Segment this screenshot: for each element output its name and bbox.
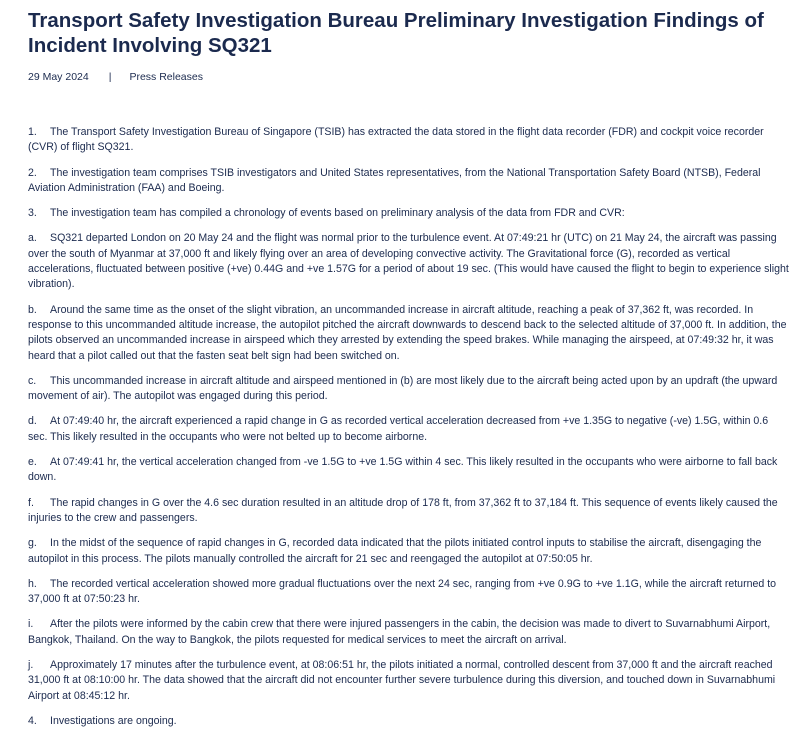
paragraph-label: 1. <box>28 126 37 138</box>
paragraph-label: b. <box>28 303 37 316</box>
paragraph-text: In the midst of the sequence of rapid changes in G, recorded data indicated that the pilots initiated control inputs to stabilise the aircraft, disengaging the autopilot in this process. The pilots manually controlled the aircraft for 21 sec and reengaged the autopilot at 07:50:05 hr. <box>28 537 762 565</box>
paragraph <box>28 166 790 197</box>
paragraph-label: f. <box>28 496 34 509</box>
paragraph-text: Approximately 17 minutes after the turbulence event, at 08:06:51 hr, the pilots initiated a normal, controlled descent from 37,000 ft and the aircraft reached 31,000 ft at 08:10:00 hr. The data showed that the aircraft did not encounter further severe turbulence during this diversion, and touched down in Suvarnabhumi Airport at 08:45:12 hr. <box>28 659 776 702</box>
paragraph-text: Investigations are ongoing. <box>50 714 177 727</box>
category-link[interactable]: Press Releases <box>129 71 203 83</box>
paragraph-label: 3. <box>28 207 37 220</box>
paragraph-label: i. <box>28 618 34 631</box>
paragraph-text: The Transport Safety Investigation Bureau of Singapore (TSIB) has extracted the data stored in the flight data recorder (FDR) and cockpit voice recorder (CVR) of flight SQ321. <box>28 126 764 154</box>
paragraph-text: SQ321 departed London on 20 May 24 and the flight was normal prior to the turbulence event. At 07:49:21 hr (UTC) on 21 May 24, the aircraft was passing over the south of Myanmar at 37,000 ft and likely flying over an area of developing convective activity. The Gravitational force (G), recorded as vertical accelerations, fluctuated between positive (+ve) 0.44G and +ve 1.57G for a period of about 19 sec. (This would have caused the flight to begin to experience slight vibration). <box>28 232 789 291</box>
paragraph <box>28 455 790 486</box>
paragraph-label: 4. <box>28 714 37 727</box>
paragraph <box>28 617 790 648</box>
article-body <box>28 125 790 729</box>
paragraph-text: The investigation team comprises TSIB investigators and United States representatives, from the National Transportation Safety Board (NTSB), Federal Aviation Administration (FAA) and Boeing. <box>28 166 761 194</box>
meta-separator: | <box>108 71 112 83</box>
paragraph-label: g. <box>28 537 37 550</box>
paragraph <box>28 231 790 292</box>
paragraph-text: At 07:49:41 hr, the vertical acceleration changed from -ve 1.5G to +ve 1.5G within 4 sec. This likely resulted in the occupants who were airborne to fall back down. <box>28 456 778 484</box>
paragraph <box>28 303 790 364</box>
paragraph-label: h. <box>28 577 37 590</box>
paragraph-text: The recorded vertical acceleration showed more gradual fluctuations over the next 24 sec, ranging from +ve 0.9G to +ve 1.1G, while the aircraft returned to 37,000 ft at 07:50:23 hr. <box>28 577 777 606</box>
paragraph-label: c. <box>28 374 37 387</box>
paragraph <box>28 536 790 567</box>
paragraph-label: 2. <box>28 166 37 179</box>
paragraph <box>28 374 790 405</box>
paragraph <box>28 125 790 156</box>
paragraph <box>28 414 790 445</box>
paragraph <box>28 658 790 704</box>
paragraph-label: e. <box>28 456 37 469</box>
article-meta <box>28 71 790 83</box>
paragraph <box>28 206 790 221</box>
paragraph-label: j. <box>28 659 34 672</box>
paragraph <box>28 714 790 729</box>
paragraph-text: After the pilots were informed by the cabin crew that there were injured passengers in the cabin, the decision was made to divert to Suvarnabhumi Airport, Bangkok, Thailand. On the way to Bangkok, the pilots requested for medical services to meet the aircraft on arrival. <box>28 618 771 646</box>
page-title: Transport Safety Investigation Bureau Preliminary Investigation Findings of Incident Involving SQ321 <box>28 9 764 57</box>
publish-date: 29 May 2024 <box>28 71 89 83</box>
paragraph-text: The rapid changes in G over the 4.6 sec duration resulted in an altitude drop of 178 ft, from 37,362 ft to 37,184 ft. This sequence of events likely caused the injuries to the crew and passengers. <box>28 496 778 524</box>
paragraph-text: This uncommanded increase in aircraft altitude and airspeed mentioned in (b) are most likely due to the aircraft being acted upon by an updraft (the upward movement of air). The autopilot was engaged during this period. <box>28 374 778 403</box>
paragraph-text: The investigation team has compiled a chronology of events based on preliminary analysis of the data from FDR and CVR: <box>50 207 625 220</box>
paragraph-text: Around the same time as the onset of the slight vibration, an uncommanded increase in aircraft altitude, reaching a peak of 37,362 ft, was recorded. In response to this uncommanded altitude increase, the autopilot pitched the aircraft downwards to descend back to the selected altitude of 37,000 ft. In addition, the pilots observed an uncommanded increase in airspeed which they arrested by extending the speed brakes. While managing the airspeed, at 07:49:32 hr, it was heard that a pilot called out that the fasten seat belt sign had been switched on. <box>28 303 787 362</box>
paragraph <box>28 577 790 608</box>
paragraph <box>28 496 790 527</box>
paragraph-label: a. <box>28 232 37 245</box>
paragraph-text: At 07:49:40 hr, the aircraft experienced a rapid change in G as recorded vertical acceleration decreased from +ve 1.35G to negative (-ve) 1.5G, within 0.6 sec. This likely resulted in the occupants who were not belted up to become airborne. <box>28 415 769 443</box>
paragraph-label: d. <box>28 415 37 428</box>
